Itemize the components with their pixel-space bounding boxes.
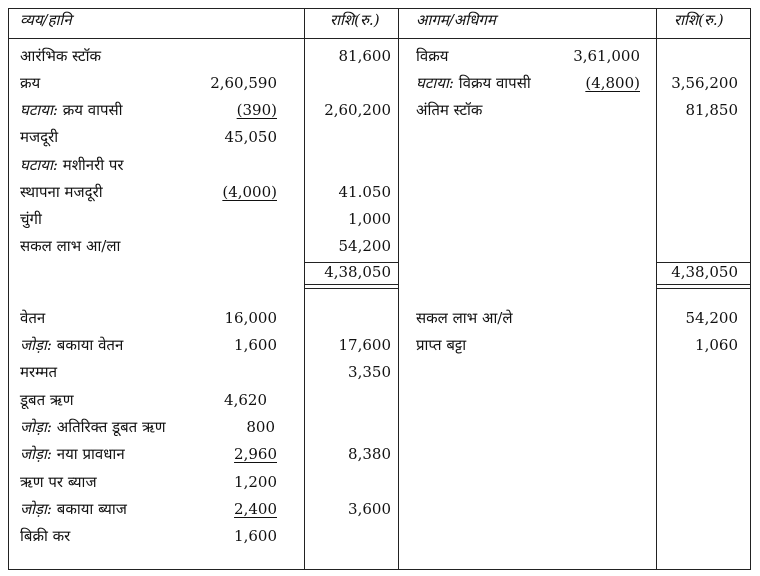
additional-bad-debts-amount: 800: [246, 418, 275, 436]
less-label: घटाया:: [20, 156, 58, 174]
add-label: जोड़ा:: [20, 500, 52, 518]
header-income-gain: आगम/अधिगम: [416, 11, 496, 29]
repairs-amount: 3,350: [348, 363, 391, 381]
sales-returns-amount: (4,800): [585, 74, 640, 92]
new-provision-label: नया प्रावधान: [56, 445, 125, 463]
gross-profit-cd-amount: 54,200: [338, 237, 391, 255]
sales-returns-label: विक्रय वापसी: [458, 74, 531, 92]
opening-stock-label: आरंभिक स्टॉक: [20, 47, 101, 65]
additional-bad-debts-row: [20, 418, 166, 436]
column-divider: [304, 8, 305, 570]
outstanding-interest-label: बकाया ब्याज: [56, 500, 127, 518]
gross-profit-cd-label: सकल लाभ आ/ला: [20, 237, 121, 255]
add-label: जोड़ा:: [20, 336, 52, 354]
sales-tax-amount: 1,600: [234, 527, 277, 545]
column-divider: [398, 8, 399, 570]
add-label: जोड़ा:: [20, 418, 52, 436]
sales-amount: 3,61,000: [573, 47, 640, 65]
trading-total-left: 4,38,050: [324, 263, 391, 281]
wages-less-row: [20, 156, 124, 174]
net-interest-amount: 3,600: [348, 500, 391, 518]
purchase-returns-row: [20, 101, 123, 119]
total-double-rule: [656, 284, 751, 289]
salary-amount: 16,000: [224, 309, 277, 327]
total-double-rule: [304, 284, 398, 289]
less-label: घटाया:: [416, 74, 454, 92]
sales-returns-row: [416, 74, 531, 92]
wages-amount: 45,050: [224, 128, 277, 146]
closing-stock-label: अंतिम स्टॉक: [416, 101, 483, 119]
net-sales-amount: 3,56,200: [671, 74, 738, 92]
bad-debts-amount: 4,620: [224, 391, 267, 409]
net-purchases-amount: 2,60,200: [324, 101, 391, 119]
less-label: घटाया:: [20, 101, 58, 119]
installation-wages-amount: (4,000): [222, 183, 277, 201]
bad-debts-label: डूबत ऋण: [20, 391, 74, 409]
header-amount-left: राशि(रु.): [330, 11, 380, 29]
sales-label: विक्रय: [416, 47, 449, 65]
outstanding-salary-label: बकाया वेतन: [56, 336, 124, 354]
purchases-amount: 2,60,590: [210, 74, 277, 92]
octroi-amount: 1,000: [348, 210, 391, 228]
installation-wages-label: स्थापना मजदूरी: [20, 183, 103, 201]
column-divider: [656, 8, 657, 570]
outstanding-interest-amount: 2,400: [234, 500, 277, 518]
wages-label: मजदूरी: [20, 128, 59, 146]
purchase-returns-label: क्रय वापसी: [62, 101, 123, 119]
closing-stock-amount: 81,850: [685, 101, 738, 119]
new-provision-amount: 2,960: [234, 445, 277, 463]
repairs-label: मरम्मत: [20, 363, 58, 381]
gross-profit-bd-label: सकल लाभ आ/ले: [416, 309, 513, 327]
outstanding-salary-amount: 1,600: [234, 336, 277, 354]
gross-profit-bd-amount: 54,200: [685, 309, 738, 327]
net-wages-amount: 41.050: [338, 183, 391, 201]
discount-received-amount: 1,060: [695, 336, 738, 354]
header-amount-right: राशि(रु.): [674, 11, 724, 29]
header-divider: [8, 38, 751, 39]
interest-on-loan-label: ऋण पर ब्याज: [20, 473, 97, 491]
outstanding-interest-row: [20, 500, 127, 518]
octroi-label: चुंगी: [20, 210, 42, 228]
net-bad-debts-amount: 8,380: [348, 445, 391, 463]
table-border: [8, 8, 751, 570]
outstanding-salary-row: [20, 336, 123, 354]
machinery-label: मशीनरी पर: [62, 156, 124, 174]
discount-received-label: प्राप्त बट्टा: [416, 336, 467, 354]
opening-stock-amount: 81,600: [338, 47, 391, 65]
add-label: जोड़ा:: [20, 445, 52, 463]
additional-bad-debts-label: अतिरिक्त डूबत ऋण: [56, 418, 166, 436]
salary-label: वेतन: [20, 309, 46, 327]
trading-total-right: 4,38,050: [671, 263, 738, 281]
sales-tax-label: बिक्री कर: [20, 527, 71, 545]
header-expense-loss: व्यय/हानि: [20, 11, 72, 29]
purchase-returns-amount: (390): [236, 101, 277, 119]
interest-on-loan-amount: 1,200: [234, 473, 277, 491]
new-provision-row: [20, 445, 125, 463]
purchases-label: क्रय: [20, 74, 41, 92]
net-salary-amount: 17,600: [338, 336, 391, 354]
